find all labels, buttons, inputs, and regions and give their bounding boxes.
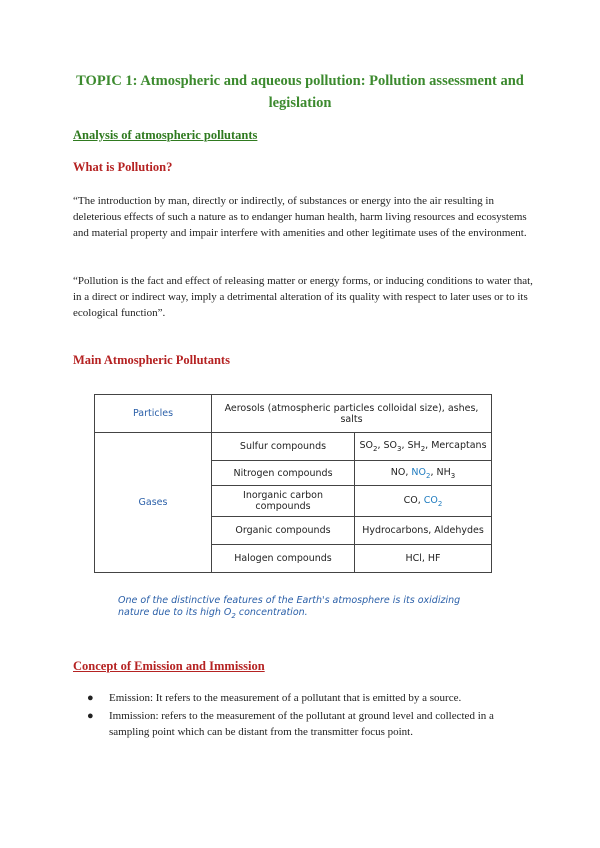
definition-paragraph-2: “Pollution is the fact and effect of releasing matter or energy forms, or inducing conditions to water that, in a direct or indirect way, imply a detrimental alteration of its quality with respect to later uses or to its ecological function”.	[73, 275, 533, 319]
compound-name: Halogen compounds	[212, 545, 355, 573]
main-pollutants-heading: Main Atmospheric Pollutants	[73, 353, 230, 367]
emission-bullet-list	[73, 690, 533, 742]
compound-examples: NO, $NO_2$, $NH_3$	[355, 461, 492, 486]
what-is-pollution-heading: What is Pollution?	[73, 160, 173, 174]
emission-heading: Concept of Emission and Immission	[73, 659, 265, 673]
list-item	[73, 690, 533, 706]
table-caption: One of the distinctive features of the Earth's atmosphere is its oxidizing nature due to its high $O_2$ concentration.	[118, 595, 461, 620]
table-row	[95, 433, 492, 461]
list-item-text: Immission: refers to the measurement of the pollutant at ground level and collected in a sampling point which can be distant from the transmitter focus point.	[109, 710, 494, 738]
particles-label: Particles	[95, 395, 212, 433]
compound-name: Sulfur compounds	[212, 433, 355, 461]
compound-examples: $SO_2$, $SO_3$, $SH_2$, Mercaptans	[355, 433, 492, 461]
compound-examples: HCl, HF	[355, 545, 492, 573]
compound-examples: CO, $CO_2$	[355, 486, 492, 517]
gases-label: Gases	[95, 433, 212, 573]
compound-name: Nitrogen compounds	[212, 461, 355, 486]
definition-paragraph-1: “The introduction by man, directly or indirectly, of substances or energy into the air resulting in deleterious effects of such a nature as to endanger human health, harm living resources and ecosystems and material property and impair interfere with amenities and other legitimate uses of the environment.	[73, 195, 527, 239]
bullet-icon: ●	[87, 692, 94, 704]
list-item	[73, 708, 533, 740]
compound-name: Inorganic carbon compounds	[212, 486, 355, 517]
particles-description: Aerosols (atmospheric particles colloidal size), ashes, salts	[212, 395, 492, 433]
table-row-particles	[95, 395, 492, 433]
list-item-text: Emission: It refers to the measurement of a pollutant that is emitted by a source.	[109, 692, 462, 704]
compound-name: Organic compounds	[212, 517, 355, 545]
pollutants-table	[94, 394, 492, 573]
section-heading: Analysis of atmospheric pollutants	[73, 128, 258, 142]
bullet-icon: ●	[87, 710, 94, 722]
page-title: TOPIC 1: Atmospheric and aqueous pollution: Pollution assessment and legislation	[76, 73, 524, 111]
compound-examples: Hydrocarbons, Aldehydes	[355, 517, 492, 545]
